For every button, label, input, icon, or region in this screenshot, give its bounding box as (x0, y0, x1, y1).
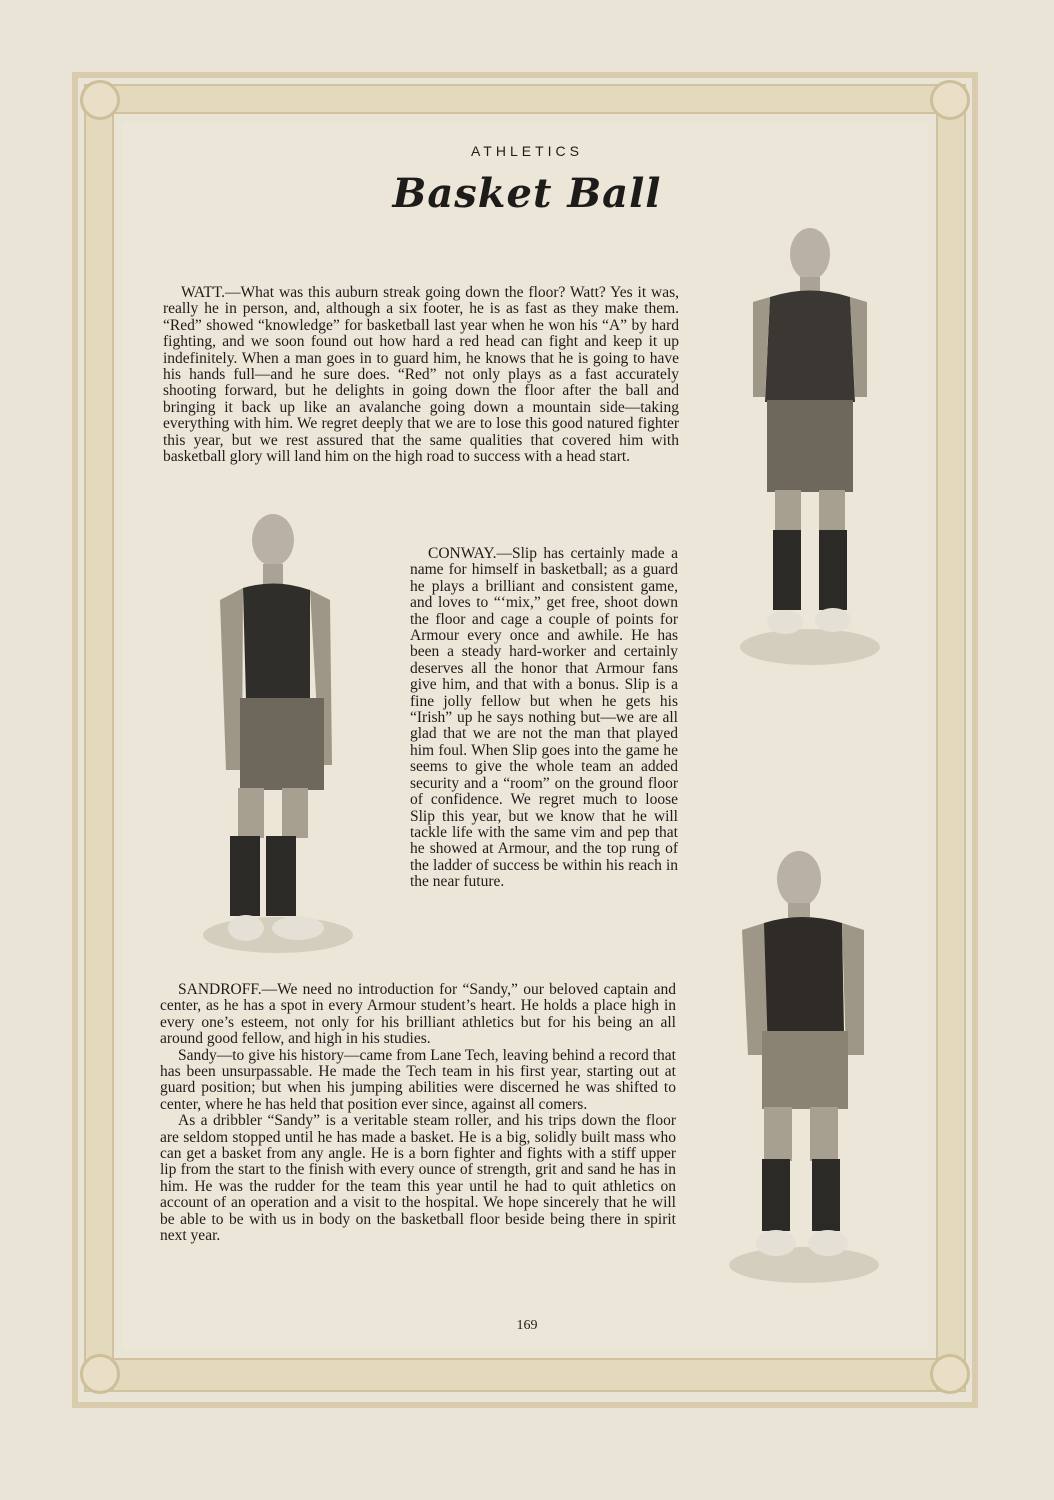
article-sandroff-paragraph-2: Sandy—to give his history—came from Lane Tech, leaving behind a record that has been unsurpassable. He made the Tech team in his first year, starting out at guard position; but when his jumping abilities were discerned he was shifted to center, where he has held that position ever since, against all comers. (160, 1046, 676, 1113)
page-number: 169 (516, 1318, 538, 1333)
corner-ornament-bottom-left (80, 1354, 120, 1394)
border-band-left (84, 84, 114, 1392)
player-photo-conway (198, 510, 358, 955)
article-conway-text: CONWAY.—Slip has certainly made a name for himself in basketball; as a guard he plays a brilliant and consistent game, and loves to “‘mix,” get free, shoot down the floor and cage a couple of points for Armour every once and awhile. He has been a steady hard-worker and certainly deserves all the honor that Armour fans give him, and that with a bonus. Slip is a fine jolly fellow but when he gets his “Irish” up he says nothing but—we are all glad that we are not the man that played him foul. When Slip goes into the game he seems to give the whole team an added security and a “room” on the ground floor of confidence. We regret much to loose Slip this year, but we know that he will tackle life with the same vim and pep that he showed at Armour, and the top rung of the ladder of success be within his reach in the near future. (410, 545, 678, 891)
article-sandroff-paragraph-1: SANDROFF.—We need no introduction for “Sandy,” our beloved captain and center, as he has a spot in every Armour student’s heart. He holds a place high in every one’s esteem, not only for his brilliant athletics but for his being an all around good fellow, and high in his studies. (160, 981, 676, 1048)
article-watt (163, 285, 679, 465)
article-sandroff (160, 982, 676, 1245)
player-photo-watt (735, 222, 885, 670)
corner-ornament-top-right (930, 80, 970, 120)
article-conway (410, 546, 678, 891)
section-label: ATHLETICS (471, 143, 583, 159)
article-sandroff-paragraph-3: As a dribbler “Sandy” is a veritable steam roller, and his trips down the floor are seldom stopped until he has made a basket. He is a big, solidly built mass who can get a basket from any angle. He is a born fighter and fights with a stiff upper lip from the start to the finish with every ounce of strength, grit and sand he has in him. He was the rudder for the team this year until he had to quit athletics on account of an operation and a visit to the hospital. We hope sincerely that he will be able to be with us in body on the basketball floor beside being there in spirit next year. (160, 1112, 676, 1245)
corner-ornament-top-left (80, 80, 120, 120)
border-band-bottom (84, 1358, 966, 1392)
border-band-top (84, 84, 966, 114)
corner-ornament-bottom-right (930, 1354, 970, 1394)
border-band-right (936, 84, 966, 1392)
page-title: Basket Ball (392, 170, 662, 217)
player-photo-sandroff (724, 845, 884, 1285)
article-watt-text: WATT.—What was this auburn streak going down the floor? Watt? Yes it was, really he in person, and, although a six footer, he is as fast as they make them. “Red” showed “knowledge” for basketball last year when he won his “A” by hard fighting, and we soon found out how hard a red head can fight and keep it up indefinitely. When a man goes in to guard him, he knows that he is going to have his hands full—and he sure does. “Red” not only plays as a fast accurately shooting forward, but he delights in going down the floor after the ball and bringing it back up like an avalanche going down a mountain side—taking everything with him. We regret deeply that we are to lose this good natured fighter this year, but we rest assured that the same qualities that covered him with basketball glory will land him on the high road to success with a head start. (163, 284, 679, 466)
